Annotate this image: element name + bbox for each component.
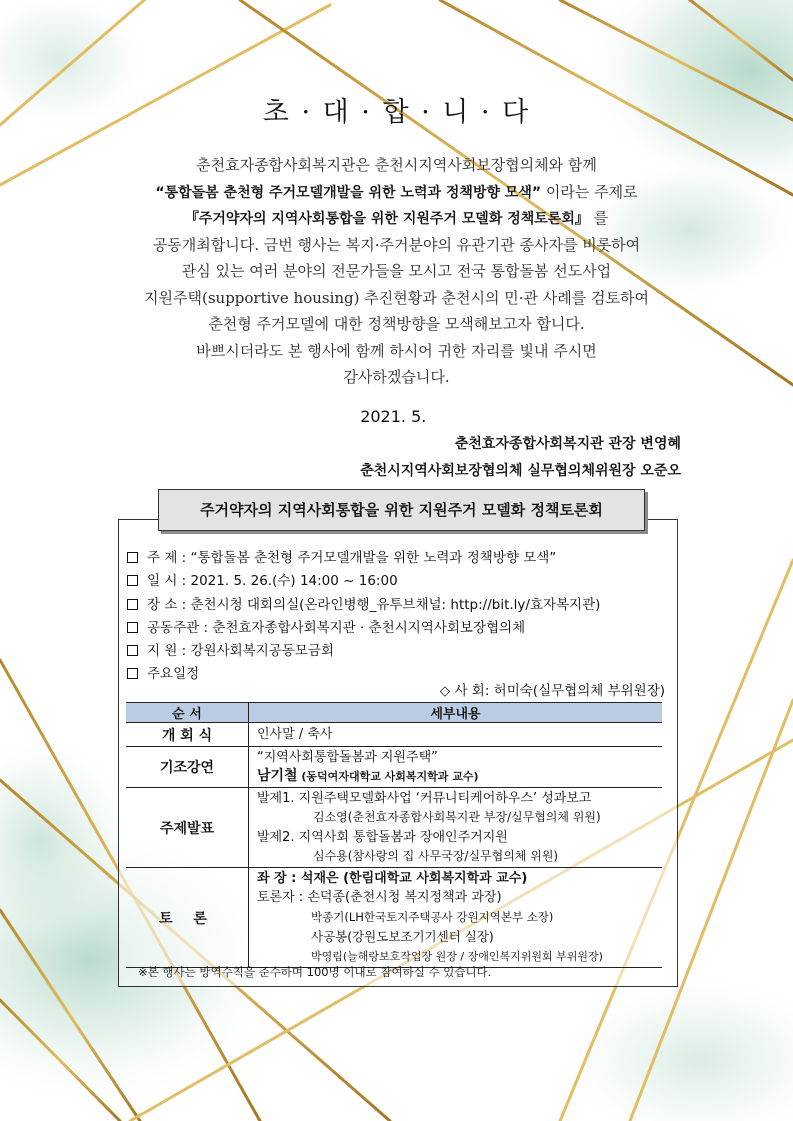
detail-item-support xyxy=(127,640,600,663)
detail-item-host xyxy=(127,617,600,640)
intro-text: 를 xyxy=(588,209,609,227)
detail-item-venue xyxy=(127,594,600,617)
event-details xyxy=(127,547,600,687)
moderator-line: ◇ 사 회: 허미숙(실무협의체 부위원장) xyxy=(439,683,665,699)
speaker-affiliation: (동덕여자대학교 사회복지학과 교수) xyxy=(297,770,479,783)
speaker-name: 남기철 xyxy=(257,768,298,784)
intro-line: 바쁘시더라도 본 행사에 함께 하시어 귀한 자리를 빛내 주시면 xyxy=(196,341,597,360)
signature-line: 춘천시지역사회보장협의체 실무협의체위원장 오준오 xyxy=(360,463,681,479)
intro-line xyxy=(0,205,793,232)
table-header-row xyxy=(126,703,662,723)
signature-block xyxy=(360,403,681,485)
checkbox-square-icon xyxy=(127,645,138,656)
intro-line: 춘천효자종합사회복지관은 춘천시지역사회보장협의체와 함께 xyxy=(196,156,597,174)
row-content xyxy=(249,788,663,868)
signature-date: 2021. 5. xyxy=(360,407,427,426)
row-text: 발제2. 지역사회 통합돌봄과 장애인주거지원 xyxy=(257,829,508,845)
schedule-table xyxy=(126,702,662,968)
row-content xyxy=(249,747,663,788)
intro-text: 이라는 주제로 xyxy=(541,182,638,201)
detail-text: 주요일정 xyxy=(147,666,200,683)
intro-line: 감사하겠습니다. xyxy=(343,368,450,386)
checkbox-square-icon xyxy=(127,552,138,563)
signature-line: 춘천효자종합사회복지관 관장 변영혜 xyxy=(454,436,681,452)
detail-text: 주 제 : “통합돌봄 춘천형 주거모델개발을 위한 노력과 정책방향 모색” xyxy=(147,550,557,566)
footnote: ※본 행사는 방역수칙을 준수하며 100명 이내로 참여하실 수 있습니다. xyxy=(138,965,492,979)
table-row xyxy=(126,788,662,868)
page-title: 초 · 대 · 합 · 니 · 다 xyxy=(262,97,531,128)
column-header: 순 서 xyxy=(126,703,249,723)
event-title-text: 『주거약자의 지역사회통합을 위한 지원주거 모델화 정책토론회』 xyxy=(184,211,589,227)
detail-item-theme xyxy=(127,547,600,570)
row-label: 주제발표 xyxy=(126,788,249,868)
table-row xyxy=(126,868,662,968)
row-label: 기조강연 xyxy=(126,747,249,788)
checkbox-square-icon xyxy=(127,599,138,610)
table-row xyxy=(126,723,662,747)
detail-text: 공동주관 : 춘천효자종합사회복지관 · 춘천시지역사회보장협의체 xyxy=(147,619,526,636)
row-text: “지역사회통합돌봄과 지원주택” xyxy=(257,749,438,765)
invitation-text xyxy=(0,152,793,391)
row-content xyxy=(249,868,663,968)
row-text: 박영림(늘해랑보호작업장 원장 / 장애인복지위원회 부위원장) xyxy=(311,949,603,963)
row-text xyxy=(257,767,662,787)
intro-line: 관심 있는 여러 분야의 전문가들을 모시고 전국 통합돌봄 선도사업 xyxy=(181,262,612,280)
intro-line: 춘천형 주거모델에 대한 정책방향을 모색해보고자 합니다. xyxy=(208,315,585,333)
row-text: 김소영(춘천효자종합사회복지관 부장/실무협의체 위원) xyxy=(313,810,601,824)
row-text: 박종기(LH한국토지주택공사 강원지역본부 소장) xyxy=(311,909,554,924)
detail-item-date xyxy=(127,570,600,593)
row-content xyxy=(249,723,663,747)
row-text: 사공봉(강원도보조기기센터 실장) xyxy=(311,929,494,945)
column-header: 세부내용 xyxy=(249,703,663,723)
intro-line: 공동개최합니다. 금번 행사는 복지·주거분야의 유관기관 종사자를 비롯하여 xyxy=(152,235,641,254)
row-text: 인사말 / 축사 xyxy=(257,726,333,742)
table-row xyxy=(126,747,662,788)
event-theme-text: “통합돌봄 춘천형 주거모델개발을 위한 노력과 정책방향 모색” xyxy=(155,184,542,201)
detail-text: 일 시 : 2021. 5. 26.(수) 14:00 ~ 16:00 xyxy=(147,573,398,590)
row-text: 심수용(참사랑의 집 사무국장/실무협의체 위원) xyxy=(313,849,559,863)
row-label: 토 론 xyxy=(126,868,249,968)
row-text: 토론자 : 손덕종(춘천시청 복지정책과 과장) xyxy=(257,890,502,906)
row-text: 발제1. 지원주택모델화사업 ‘커뮤니티케어하우스’ 성과보고 xyxy=(257,790,592,806)
event-title-banner: 주거약자의 지역사회통합을 위한 지원주거 모델화 정책토론회 xyxy=(158,489,645,531)
intro-line xyxy=(0,179,793,206)
row-label: 개 회 식 xyxy=(126,723,249,747)
checkbox-square-icon xyxy=(127,575,138,586)
detail-text: 지 원 : 강원사회복지공동모금회 xyxy=(147,643,334,660)
checkbox-square-icon xyxy=(127,668,138,679)
row-text: 좌 장 : 석재은 (한림대학교 사회복지학과 교수) xyxy=(257,870,528,886)
checkbox-square-icon xyxy=(127,622,138,633)
detail-text: 장 소 : 춘천시청 대회의실(온라인병행_유투브채널: http://bit.ly/효자복지관) xyxy=(147,596,601,613)
intro-line: 지원주택(supportive housing) 추진현황과 춘천시의 민·관 사례를 검토하여 xyxy=(144,288,649,307)
